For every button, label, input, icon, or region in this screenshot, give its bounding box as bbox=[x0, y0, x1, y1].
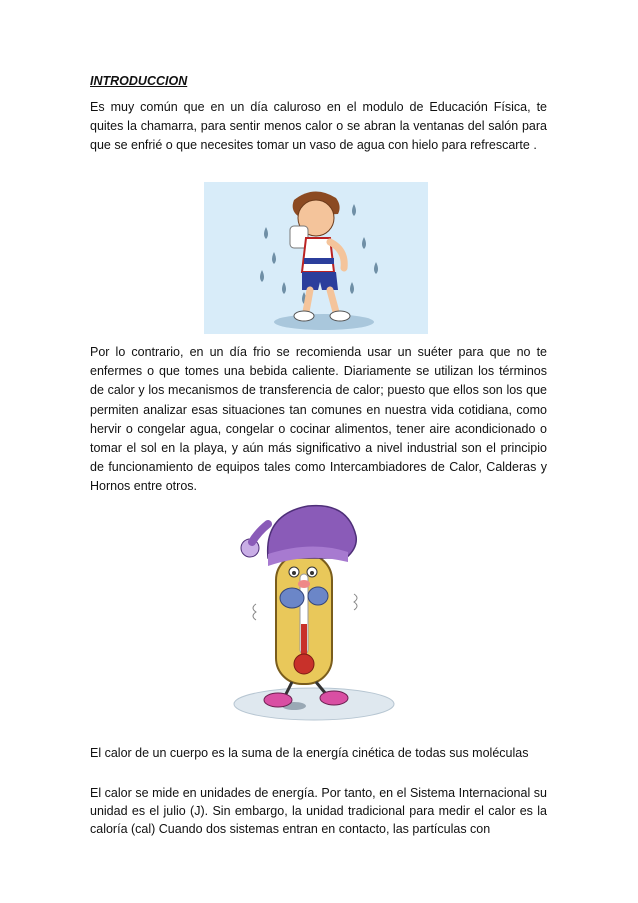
paragraph-cold-day: Por lo contrario, en un día frio se recomienda usar un suéter para que no te enfermes o que tomes una bebida caliente. Diariamente se utilizan los términos de calor y los mecanismos de transferencia de calor; puesto que ellos son los que permiten analizar esas situaciones tan comunes en nuestra vida cotidiana, como hervir o congelar agua, congelar o cocinar alimentos, tener aire acondicionado o tomar el sol en la playa, y aún más significativo a nivel industrial son el principio de funcionamiento de equipos tales como Intercambiadores de Calor, Calderas y Hornos entre otros. bbox=[90, 345, 547, 494]
paragraph-heat-definition: El calor de un cuerpo es la suma de la energía cinética de todas sus moléculas bbox=[90, 746, 529, 760]
sweating-boy-drawing bbox=[204, 182, 428, 334]
paragraph-hot-day: Es muy común que en un día caluroso en el modulo de Educación Física, te quites la chamarra, para sentir menos calor o se abran la ventanas del salón para que se enfrié o que necesites tomar un vaso de agua con hielo para refrescarte . bbox=[90, 100, 547, 153]
paragraph-heat-units: El calor se mide en unidades de energía. Por tanto, en el Sistema Internacional su unidad es el julio (J). Sin embargo, la unidad tradicional para medir el calor es la caloría (cal) Cuando dos sistemas entran en contacto, las partículas con bbox=[90, 786, 547, 836]
cold-thermometer-drawing bbox=[204, 494, 428, 734]
sweating-boy-illustration bbox=[204, 182, 428, 334]
section-heading: INTRODUCCION bbox=[90, 74, 188, 88]
cold-thermometer-illustration bbox=[204, 494, 428, 734]
